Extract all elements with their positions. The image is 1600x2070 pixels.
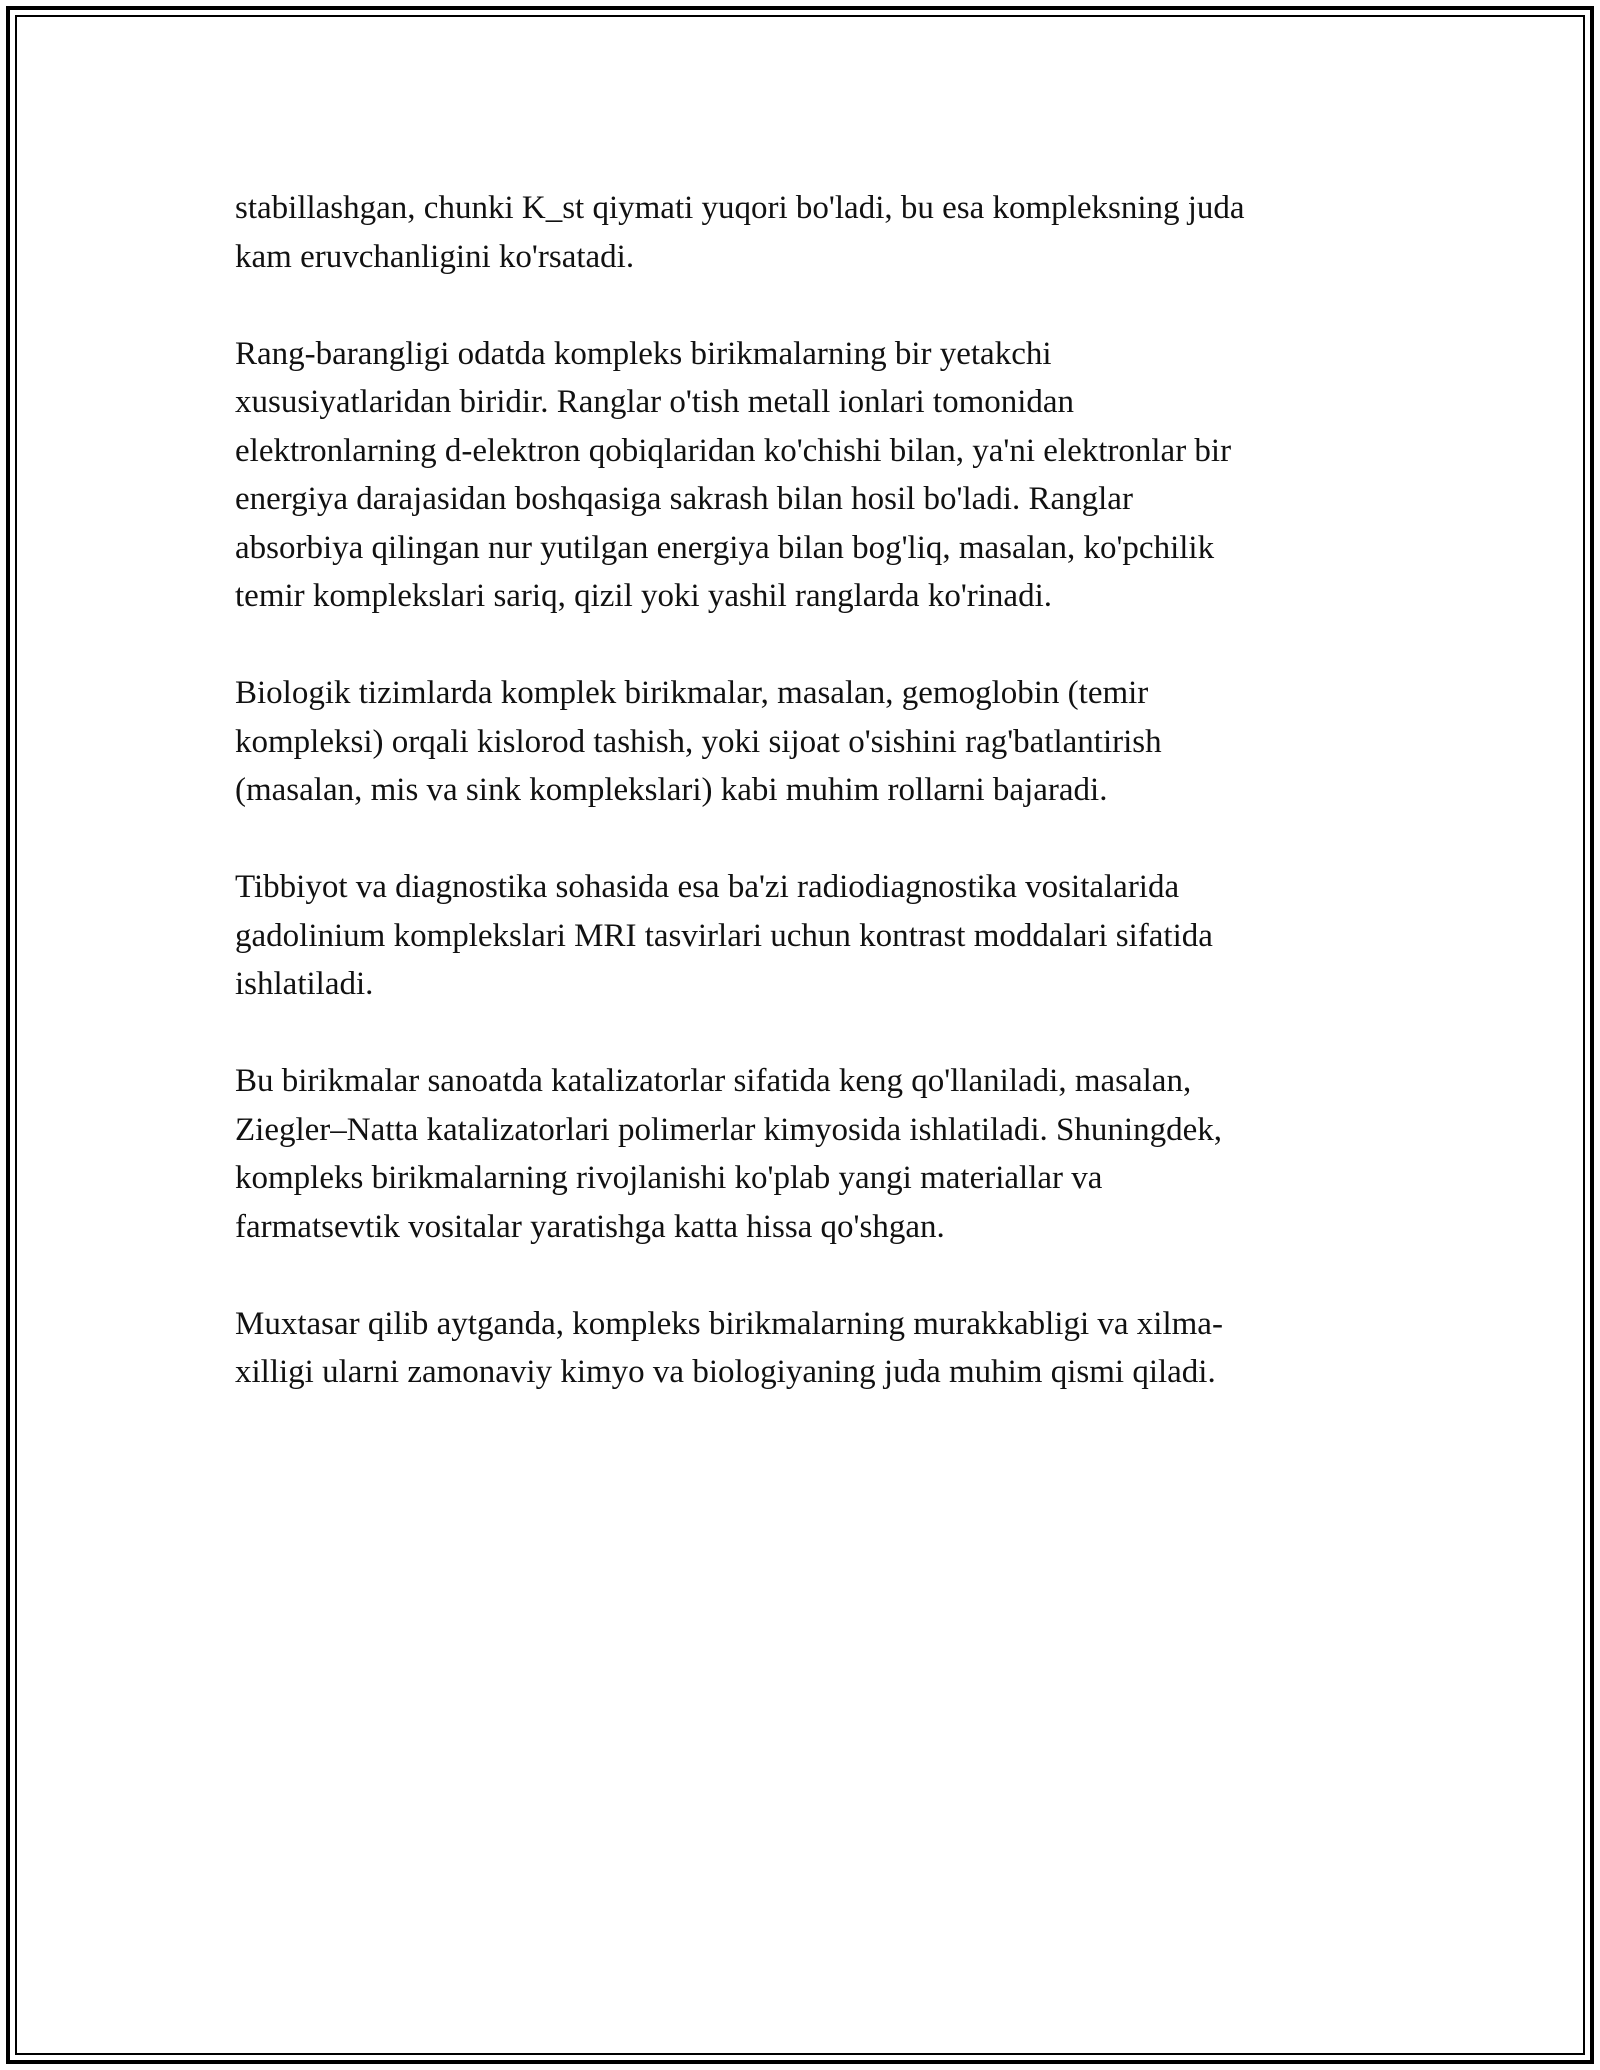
document-body <box>235 184 1375 1445</box>
paragraph-4: Tibbiyot va diagnostika sohasida esa ba'zi radiodiagnostika vositalarida gadolinium komplekslari MRI tasvirlari uchun kontrast moddalari sifatida ishlatiladi. <box>235 869 1213 1002</box>
paragraph-6: Muxtasar qilib aytganda, kompleks birikmalarning murakkabligi va xilma- xilligi ularni zamonaviy kimyo va biologiyaning juda muhim qismi qiladi. <box>235 1305 1223 1390</box>
paragraph-3: Biologik tizimlarda komplek birikmalar, masalan, gemoglobin (temir kompleksi) orqali kislorod tashish, yoki sijoat o'sishini rag'batlantirish (masalan, mis va sink komplekslari) kabi muhim rollarni bajaradi. <box>235 675 1162 808</box>
paragraph-2: Rang-barangligi odatda kompleks birikmalarning bir yetakchi xususiyatlaridan biridir. Ranglar o'tish metall ionlari tomonidan elektronlarning d-elektron qobiqlaridan ko'chishi bilan, ya'ni elektronlar bir energiya darajasidan boshqasiga sakrash bilan hosil bo'ladi. Ranglar absorbiya qilingan nur yutilgan energiya bilan bog'liq, masalan, ko'pchilik temir komplekslari sariq, qizil yoki yashil ranglarda ko'rinadi. <box>235 335 1232 614</box>
paragraph-1: stabillashgan, chunki K_st qiymati yuqori bo'ladi, bu esa kompleksning juda kam eruvchanligini ko'rsatadi. <box>235 190 1245 275</box>
paragraph-5: Bu birikmalar sanoatda katalizatorlar sifatida keng qo'llaniladi, masalan, Ziegler–Natta katalizatorlari polimerlar kimyosida ishlatiladi. Shuningdek, kompleks birikmalarning rivojlanishi ko'plab yangi materiallar va farmatsevtik vositalar yaratishga katta hissa qo'shgan. <box>235 1063 1222 1245</box>
